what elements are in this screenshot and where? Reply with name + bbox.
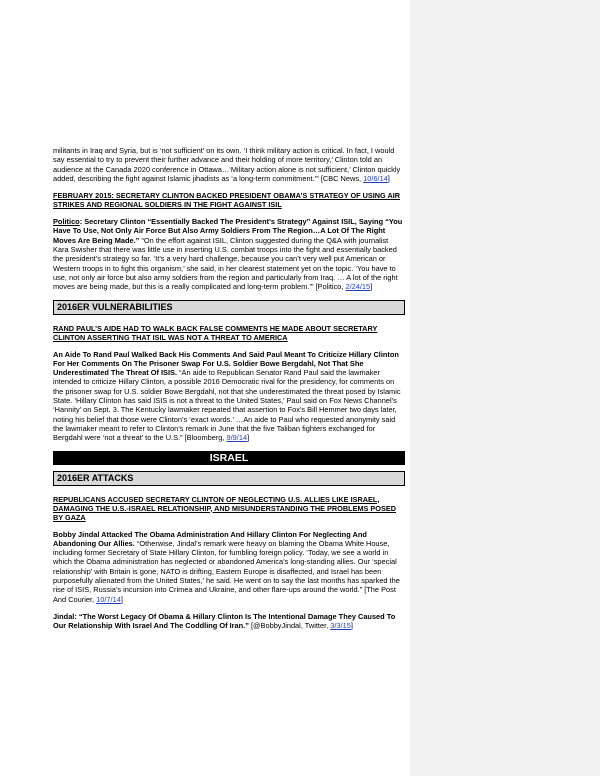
source-link-politico[interactable]: 2/24/15 xyxy=(345,282,371,292)
lead-text: : Secretary Clinton “Essentially Backed The President’s Strategy” Against ISIL, Saying “You Have To Use, Not Only Air Force But Also Army Soldiers From The Region…A Lot Of The Right Moves Are Being Made.” xyxy=(53,217,403,245)
comment-margin-panel xyxy=(410,0,600,776)
paragraph-cbc xyxy=(53,146,405,183)
topic-banner-israel: ISRAEL xyxy=(53,451,405,465)
section-heading-rand-paul: RAND PAUL’S AIDE HAD TO WALK BACK FALSE COMMENTS HE MADE ABOUT SECRETARY CLINTON ASSERTING THAT ISIL WAS NOT A THREAT TO AMERICA xyxy=(53,323,378,342)
lead-source: Politico xyxy=(53,217,80,227)
paragraph-bloomberg xyxy=(53,350,405,443)
paragraph-politico xyxy=(53,217,405,291)
bracket-close: ] xyxy=(370,282,373,292)
paragraph-jindal-twitter xyxy=(53,612,405,631)
section-bar-vulnerabilities: 2016ER VULNERABILITIES xyxy=(53,300,405,315)
paragraph-text: “Otherwise, Jindal’s remark were heavy on blaming the Obama White House, including former Secretary of State Hillary Clinton, for fumbling foreign policy. ‘Today, we see a world in which the Obama administration has neglected or abandoned America’s long-standing allies. Our ‘special relationship’ with Britain is gone, NATO is drifting, Eastern Europe is disaffected, and Israel has been purposefully alienated from the United States,’ he said. He went on to say the last months has sparked the rise of ISIS, Russia’s incursion into Crimea and Ukraine, and other flare-ups around the world.” [The Post And Courier, xyxy=(53,538,400,604)
paragraph-text: “On the effort against ISIL, Clinton suggested during the Q&A with journalist Kara Swisher that there was little use in inserting U.S. combat troops into the fight and essentially backed the president’s strategy so far. ‘It’s a very hard challenge, because you can’t very well put American or Western troops in to fight this organism,’ she said, in her clearest statement yet on the topic. ‘You have to use, not only air force but also army soldiers from the region and particularly from Iraq. … A lot of the right moves are being made, but this is a really complicated and long-term problem.’” [Politico, xyxy=(53,235,398,292)
source-link-twitter[interactable]: 3/3/15 xyxy=(330,621,351,631)
paragraph-text: [@BobbyJindal, Twitter, xyxy=(248,621,331,631)
paragraph-text: militants in Iraq and Syria, but is ‘not sufficient’ on its own. ‘I think military action is critical. In fact, I would say essential to try to prevent their further advance and their holding of more territory,’ Clinton told an audience at the Canada 2020 conference in Ottawa…‘Military action alone is not sufficient,’ Clinton quickly added, describing the fight against Islamic jihadists as ‘a long-term commitment.’” [CBC News, xyxy=(53,146,401,183)
document-body xyxy=(53,146,405,639)
bracket-close: ] xyxy=(247,433,250,443)
section-bar-attacks: 2016ER ATTACKS xyxy=(53,471,405,486)
section-heading-republicans: REPUBLICANS ACCUSED SECRETARY CLINTON OF NEGLECTING U.S. ALLIES LIKE ISRAEL, DAMAGING THE U.S.-ISRAEL RELATIONSHIP, AND MISUNDERSTANDING THE PROBLEMS POSED BY GAZA xyxy=(53,494,396,522)
lead-text: Bobby Jindal Attacked The Obama Administration And Hillary Clinton For Neglecting And Abandoning Our Allies. xyxy=(53,529,367,548)
source-link-cbc[interactable]: 10/6/14 xyxy=(363,173,388,183)
lead-text: An Aide To Rand Paul Walked Back His Comments And Said Paul Meant To Criticize Hillary Clinton For Her Comments On The Prisoner Swap For U.S. Soldier Bowe Bergdahl, Not That She Underestimated The Threat Of ISIS. xyxy=(53,349,399,378)
paragraph-text: “An aide to Republican Senator Rand Paul said the lawmaker intended to criticize Hillary Clinton, a possible 2016 Democratic rival for the presidency, for comments on the prisoner swap for U.S. soldier Bowe Bergdahl, not that she underestimated the threat posed by Islamic State. ‘Hillary Clinton has said ISIS is not a threat to the United States,’ Paul said on Fox News Channel’s ‘Hannity’ on Sept. 3. The Kentucky lawmaker repeated that assertion to Fox’s Bill Hemmer two days later, noting his belief that those were Clinton’s ‘exact words.’ …An aide to Paul who requested anonymity said the lawmaker meant to refer to Clinton’s remark in June that the five Taliban fighters exchanged for Bergdahl were ‘not a threat’ to the U.S.” [Bloomberg, xyxy=(53,368,401,443)
source-link-bloomberg[interactable]: 9/9/14 xyxy=(226,433,248,443)
bracket-close: ] xyxy=(120,594,123,604)
section-heading-feb-2015: FEBRUARY 2015: SECRETARY CLINTON BACKED PRESIDENT OBAMA’S STRATEGY OF USING AIR STRIKES AND REGIONAL SOLDIERS IN THE FIGHT AGAINST ISIL xyxy=(53,191,401,210)
bracket-close: ] xyxy=(387,173,390,183)
lead-text: Jindal: “The Worst Legacy Of Obama & Hillary Clinton Is The Intentional Damage They Caused To Our Relationship With Israel And The Coddling Of Iran.” xyxy=(53,611,396,631)
source-link-post-courier[interactable]: 10/7/14 xyxy=(96,594,121,604)
bracket-close: ] xyxy=(350,621,353,631)
paragraph-post-courier xyxy=(53,530,405,604)
